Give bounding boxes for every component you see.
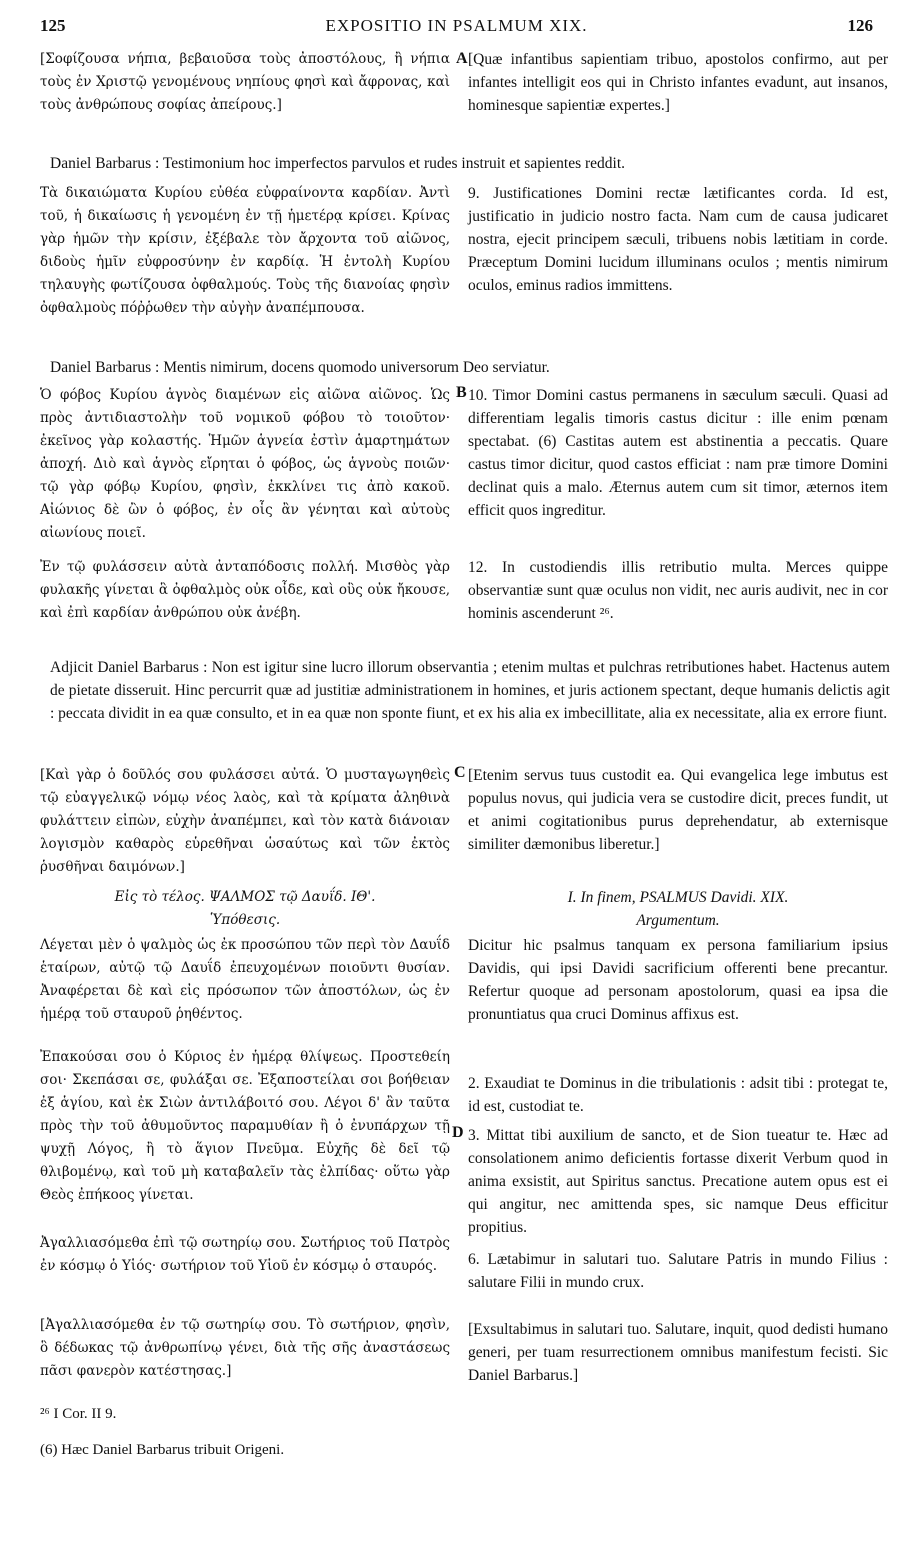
margin-letter-a: A [456, 50, 468, 67]
latin-paragraph-5: [Etenim servus tuus custodit ea. Qui evangelica lege imbutus est populus novus, qui judicia vera se custodire dicit, preces fundit, ut et animi cogitationibus purus deprehendatur, ab externisque similiter dæmonibus liberetur.] [468, 767, 888, 853]
greek-psalm-subtitle: Ὑπόθεσις. [209, 912, 281, 928]
latin-paragraph-4: 12. In custodiendis illis retributio multa. Merces quippe observantiæ sunt quæ oculus non vidit, nec auris audivit, nec in cor hominis ascenderunt ²⁶. [468, 559, 888, 622]
commentary-paragraph-3: Adjicit Daniel Barbarus : Non est igitur sine lucro illorum observantia ; etenim multas et pulchras retributiones habet. Hactenus autem de pietate disseruit. Hinc percurrit quæ ad justitiæ administrationem in homines, et juris actionem spectant, deque humanis delictis agit : peccata dividit in ea quæ consulto, et in ea quæ non sponte fiunt, et ex his alia ex imbecillitate, alia ex necessitate, alia ex errore fiunt. [50, 659, 890, 722]
greek-paragraph-8: Ἐπακούσαι σου ὁ Κύριος ἐν ἡμέρᾳ θλίψεως. Προστεθείη σοι· Σκεπάσαι σε, φυλάξαι σε. Ἐξαποστείλαι σοι βοήθειαν ἐξ ἁγίου, καὶ ἐκ Σιὼν ἀντιλάβοιτό σου. Λέγοι δ' ἂν ταῦτα πρὸς τὴν τοῦ ἀθυμοῦντος παραμυθίαν ἢ ὁ ἐνυπάρχων τῇ ψυχῇ Λόγος, ἢ τὸ ἅγιον Πνεῦμα. Εὐχῆς δὲ δεῖ τῷ θλιβομένῳ, καὶ τοῦ μὴ καταβαλεῖν τὰς ἐλπίδας· οὕτω γὰρ Θεὸς ἐπήκοος γίνεται. [40, 1049, 450, 1203]
greek-paragraph-9: Ἀγαλλιασόμεθα ἐπὶ τῷ σωτηρίῳ σου. Σωτήριος τοῦ Πατρὸς ἐν κόσμῳ ὁ Υἱός· σωτήριον τοῦ Υἱοῦ ἐν κόσμῳ ὁ σταυρός. [40, 1235, 450, 1274]
greek-paragraph-2: Τὰ δικαιώματα Κυρίου εὐθέα εὐφραίνοντα καρδίαν. Ἀντὶ τοῦ, ἡ δικαίωσις ἡ γενομένη ἐν τῇ ἡμετέρᾳ κρίσει. Κρίνας γὰρ ἡμῶν τὴν κρίσιν, ἐξέβαλε τὸν ἄρχοντα τοῦ αἰῶνος, διδοὺς ἡμῖν εὐφροσύνην ἐν καρδίᾳ. Ἡ ἐντολὴ Κυρίου τηλαυγὴς φωτίζουσα ὀφθαλμούς. Τοὺς τῆς διανοίας φησὶν ὀφθαλμοὺς πόῤῥωθεν τὴν αὐγὴν ἀναπέμπουσα. [40, 185, 450, 316]
margin-letter-b: B [456, 384, 467, 401]
latin-paragraph-1: [Quæ infantibus sapientiam tribuo, apostolos confirmo, aut per infantes intelligit eos qui in Christo infantes evadunt, aut insanos, hominesque sapientiæ expertes.] [468, 51, 888, 114]
greek-paragraph-10: [Ἀγαλλιασόμεθα ἐν τῷ σωτηρίῳ σου. Τὸ σωτήριον, φησὶν, ὃ δέδωκας τῷ ἀνθρωπίνῳ γένει, διὰ τῆς σῆς ἀναστάσεως πᾶσι φανερὸν κατέστησας.] [40, 1317, 450, 1379]
commentary-paragraph-2: Daniel Barbarus : Mentis nimirum, docens quomodo universorum Deo serviatur. [50, 359, 550, 376]
latin-psalm-title: I. In finem, PSALMUS Davidi. XIX. [567, 889, 789, 906]
latin-psalm-subtitle: Argumentum. [636, 912, 720, 929]
footnote-1: ²⁶ I Cor. II 9. [40, 1406, 117, 1422]
running-title: EXPOSITIO IN PSALMUM XIX. [325, 16, 588, 35]
latin-paragraph-9: 6. Lætabimur in salutari tuo. Salutare Patris in mundo Filius : salutare Filii in mundo crux. [468, 1251, 888, 1291]
footnote-2: (6) Hæc Daniel Barbarus tribuit Origeni. [40, 1442, 285, 1458]
latin-paragraph-3: 10. Timor Domini castus permanens in sæculum sæculi. Quasi ad differentiam legalis timoris castus dicitur : ille enim pœnam spectabat. (6) Castitas autem est abstinentia a peccatis. Quare castus timor dicitur, quod castos efficiat : nam præ timore Domini declinat quis a malo. Æternus autem cum sit timor, æternos item efficit quos ingreditur. [468, 387, 888, 519]
latin-paragraph-2: 9. Justificationes Domini rectæ lætificantes corda. Id est, justificatio in judicio nostro facta. Nam cum de causa judicaret nostra, ejecit principem sæculi, tribuens nobis lætitiam in corde. Præceptum Domini lucidum illuminans oculos ; mentis nimirum oculos, eminus radios immittens. [468, 185, 888, 294]
latin-paragraph-10: [Exsultabimus in salutari tuo. Salutare, inquit, quod dedisti humano generi, per tuam resurrectionem omnibus manifestum fecisti. Sic Daniel Barbarus.] [468, 1321, 888, 1384]
latin-paragraph-8a: 2. Exaudiat te Dominus in die tribulationis : adsit tibi : protegat te, id est, custodiat te. [468, 1075, 888, 1115]
running-header [40, 16, 873, 40]
margin-letter-c: C [454, 764, 466, 781]
latin-paragraph-8b: 3. Mittat tibi auxilium de sancto, et de Sion tueatur te. Hæc ad consolationem animo deficientis fortasse dixerit Verbum quod in anima exsistit, aut Spiritus sanctus. Precatione autem opus est ei qui angitur, nec amittenda spes, sic namque Deus efficitur propitius. [468, 1127, 888, 1236]
greek-paragraph-4: Ἐν τῷ φυλάσσειν αὐτὰ ἀνταπόδοσις πολλή. Μισθὸς γὰρ φυλακῆς γίνεται ἃ ὀφθαλμὸς οὐκ οἶδε, καὶ οὓς οὐκ ἤκουσε, καὶ ἐπὶ καρδίαν ἀνθρώπου οὐκ ἀνέβη. [40, 559, 450, 621]
margin-letter-d: D [452, 1124, 464, 1141]
page-number-left: 125 [40, 16, 66, 35]
greek-paragraph-7: Λέγεται μὲν ὁ ψαλμὸς ὡς ἐκ προσώπου τῶν περὶ τὸν Δαυΐδ ἑταίρων, αὐτῷ τῷ Δαυΐδ ἐπευχομένων ποιοῦντι θυσίαν. Ἀναφέρεται δὲ καὶ εἰς πρόσωπον τῶν ἀποστόλων, ὡς ἐν ἡμέρᾳ τοῦ σταυροῦ ῥηθέντος. [40, 937, 450, 1022]
commentary-paragraph-1: Daniel Barbarus : Testimonium hoc imperfectos parvulos et rudes instruit et sapientes reddit. [50, 155, 626, 172]
greek-paragraph-3: Ὁ φόβος Κυρίου ἁγνὸς διαμένων εἰς αἰῶνα αἰῶνος. Ὡς πρὸς ἀντιδιαστολὴν τοῦ νομικοῦ φόβου τὸ τοιοῦτον· ἐκεῖνος γὰρ κολαστής. Ἡμῶν ἁγνεία ἐστὶν ἁμαρτημάτων ἀποχή. Διὸ καὶ ἁγνὸς εἴρηται ὁ φόβος, ὡς ἁγνοὺς ποιῶν· τῷ γὰρ φόβῳ Κυρίου, φησὶν, ἐκκλίνει τις ἀπὸ κακοῦ. Αἰώνιος δὲ ὢν ὁ φόβος, ἐν οἷς ἂν γένηται καὶ αὐτοὺς αἰωνίους ποιεῖ. [40, 387, 450, 541]
latin-paragraph-7: Dicitur hic psalmus tanquam ex persona familiarium ipsius Davidis, qui ipsi Davidi sacrificium offerenti bene precantur. Refertur quoque ad personam apostolorum, quasi ea ipsa die pronuntiatus qua cruci Dominus affixus est. [468, 937, 888, 1023]
greek-paragraph-5: [Καὶ γὰρ ὁ δοῦλός σου φυλάσσει αὐτά. Ὁ μυσταγωγηθεὶς τῷ εὐαγγελικῷ νόμῳ νέος λαὸς, καὶ τὰ κρίματα ἀληθινὰ φυλάττειν εἰπὼν, εὐχὴν ἀναπέμπει, καὶ τὸν κατὰ διάνοιαν λογισμὸν καθαρὸς εὑρεθῆναι ὡσαύτως καὶ τῶν ἐκτὸς ῥυσθῆναι δαιμόνων.] [40, 767, 450, 875]
greek-paragraph-1: [Σοφίζουσα νήπια, βεβαιοῦσα τοὺς ἀποστόλους, ἢ νήπια τοὺς ἐν Χριστῷ γενομένους νηπίους φησὶ καὶ ἄφρονας, καὶ τοὺς ἀνθρώπους σοφίας ἀπείρους.] [40, 51, 450, 113]
page-number-right: 126 [847, 16, 873, 35]
greek-psalm-title: Εἰς τὸ τέλος. ΨΑΛΜΟΣ τῷ Δαυΐδ. ΙΘ'. [114, 889, 376, 905]
